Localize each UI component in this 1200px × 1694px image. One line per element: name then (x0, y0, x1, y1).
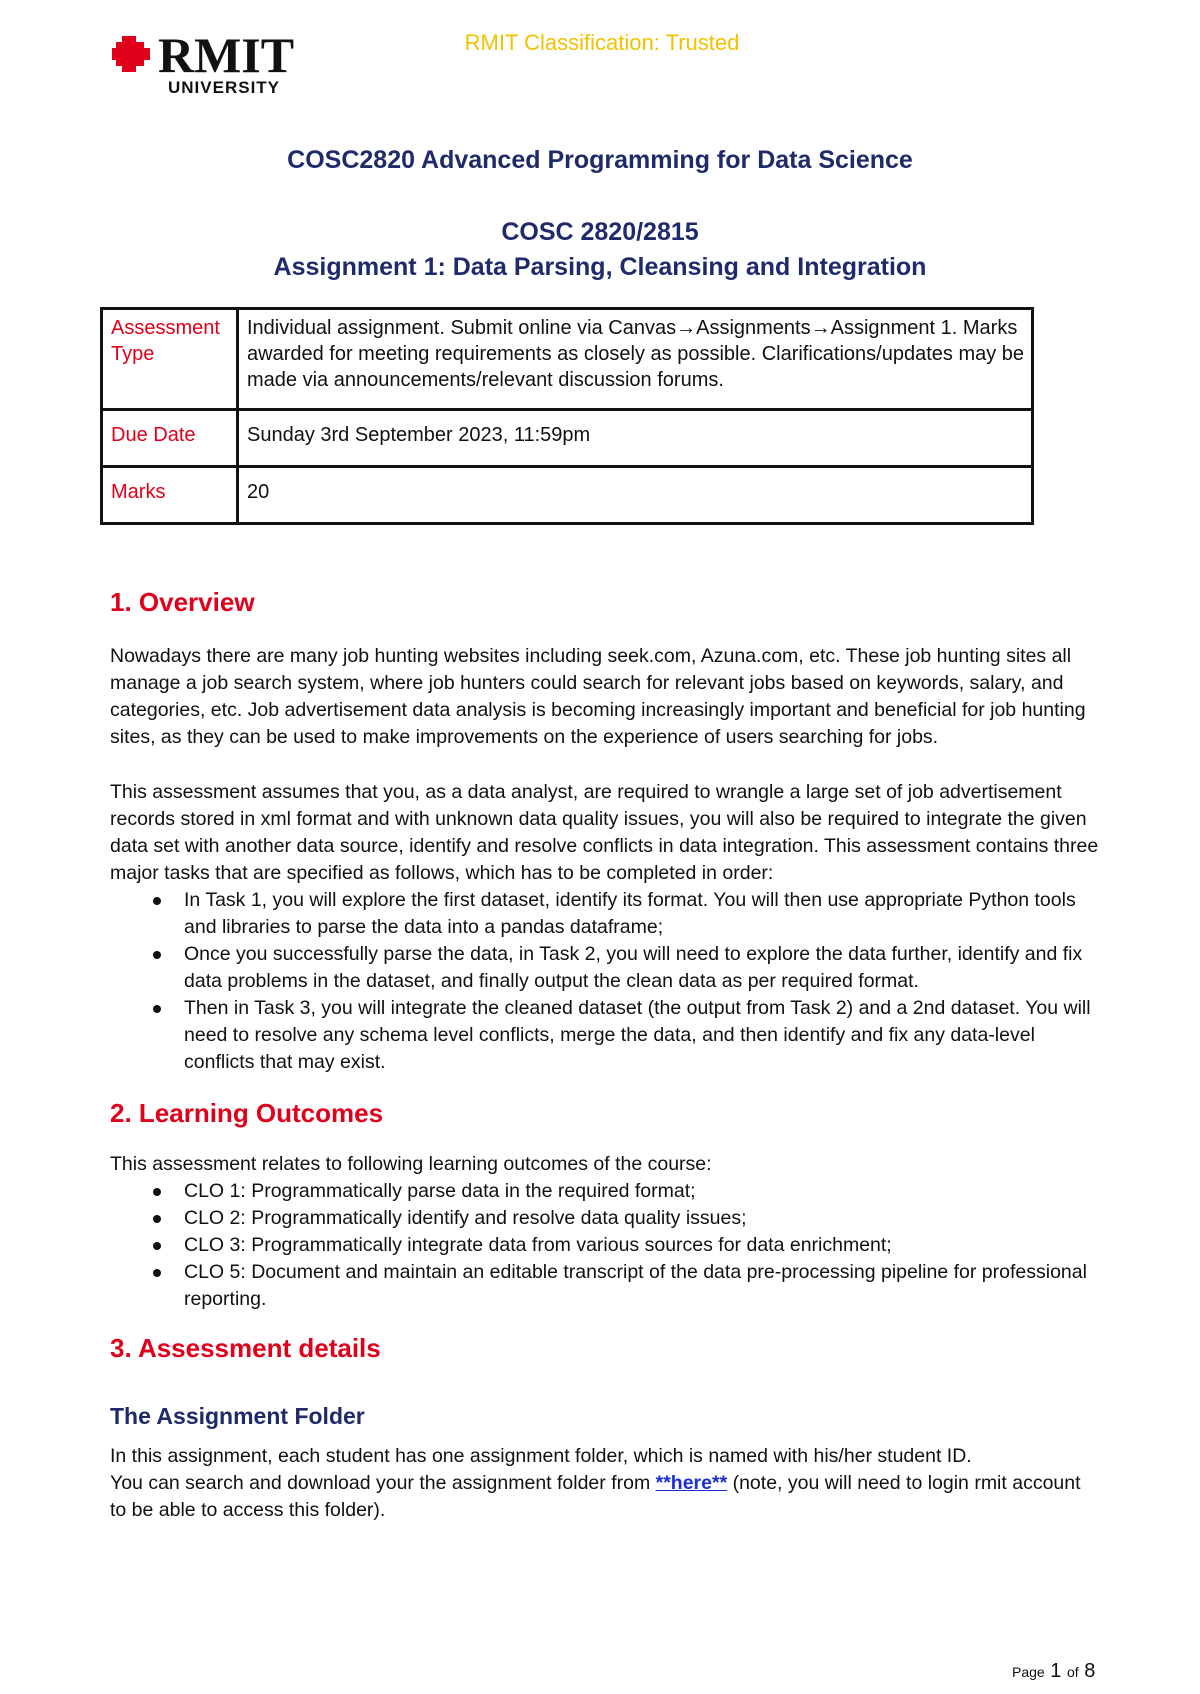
paragraph-text: Nowadays there are many job hunting websites including seek.com, Azuna.com, etc. These job hunting sites all manage a job search system, where job hunters could search for relevant jobs based on keywords, salary, and categories, etc. Job advertisement data analysis is becoming increasingly important and beneficial for job hunting sites, as they can be used to make improvements on the experience of users searching for jobs. (110, 645, 1086, 748)
page-word: Page (1012, 1664, 1045, 1680)
table-row (102, 309, 1033, 410)
due-date-label: Due Date (102, 410, 238, 467)
text-span: (note, you will need to login rmit account to be able to access this folder). (110, 1472, 1081, 1521)
list-item: In Task 1, you will explore the first dataset, identify its format. You will then use appropriate Python tools and libraries to parse the data into a pandas dataframe; (110, 887, 1100, 941)
marks-label: Marks (102, 467, 238, 524)
overview-heading: 1. Overview (110, 587, 255, 617)
list-item: CLO 2: Programmatically identify and resolve data quality issues; (110, 1205, 1100, 1232)
page-current: 1 (1050, 1660, 1062, 1682)
learning-outcomes-intro: This assessment relates to following learning outcomes of the course: (110, 1153, 712, 1175)
list-item: CLO 3: Programmatically integrate data from various sources for data enrichment; (110, 1232, 1100, 1259)
assignment-folder-text (110, 1443, 1100, 1524)
list-item: Then in Task 3, you will integrate the cleaned dataset (the output from Task 2) and a 2nd dataset. You will need to resolve any schema level conflicts, merge the data, and then identify and fix any data-level conflicts that may exist. (110, 995, 1100, 1076)
page-total: 8 (1084, 1660, 1096, 1682)
assessment-type-value: Individual assignment. Submit online via Canvas→Assignments→Assignment 1. Marks awarded for meeting requirements as closely as possible. Clarifications/updates may be made via announcements/relevant discussion forums. (238, 309, 1033, 410)
overview-paragraph-1 (110, 643, 1100, 751)
list-item: CLO 5: Document and maintain an editable transcript of the data pre-processing pipeline for professional reporting. (110, 1259, 1100, 1313)
of-word: of (1066, 1664, 1079, 1680)
assessment-details-heading: 3. Assessment details (110, 1333, 381, 1363)
overview-paragraph-2 (110, 779, 1100, 887)
paragraph-text: This assessment assumes that you, as a data analyst, are required to wrangle a large set of job advertisement records stored in xml format and with unknown data quality issues, you will also be required to integrate the given data set with another data source, identify and resolve conflicts in data integration. This assessment contains three major tasks that are specified as follows, which has to be completed in order: (110, 781, 1099, 884)
table-row (102, 467, 1033, 524)
learning-outcomes-heading: 2. Learning Outcomes (110, 1098, 384, 1128)
paragraph-text (110, 1470, 1100, 1524)
list-item: CLO 1: Programmatically parse data in the required format; (110, 1178, 1100, 1205)
assessment-info-table (100, 307, 1034, 525)
list-item: Once you successfully parse the data, in Task 2, you will need to explore the data further, identify and fix data problems in the dataset, and finally output the clean data as per required format. (110, 941, 1100, 995)
assessment-type-label: Assessment Type (102, 309, 238, 410)
table-row (102, 410, 1033, 467)
assignment-title: Assignment 1: Data Parsing, Cleansing and Integration (273, 253, 927, 281)
course-title: COSC2820 Advanced Programming for Data Science (287, 146, 913, 174)
due-date-value: Sunday 3rd September 2023, 11:59pm (238, 410, 1033, 467)
logo-word: RMIT (158, 27, 295, 83)
logo-subtitle: UNIVERSITY (168, 78, 281, 97)
text-span: You can search and download your the assignment folder from (110, 1472, 656, 1494)
learning-outcomes-list (110, 1178, 1100, 1313)
page-number (1012, 1660, 1095, 1683)
here-link[interactable]: **here** (655, 1472, 728, 1494)
classification-label: RMIT Classification: Trusted (464, 30, 740, 55)
course-code: COSC 2820/2815 (501, 218, 699, 246)
overview-task-list (110, 887, 1100, 1076)
assignment-folder-heading: The Assignment Folder (110, 1403, 365, 1429)
marks-value: 20 (238, 467, 1033, 524)
paragraph-text: In this assignment, each student has one assignment folder, which is named with his/her student ID. (110, 1445, 972, 1467)
